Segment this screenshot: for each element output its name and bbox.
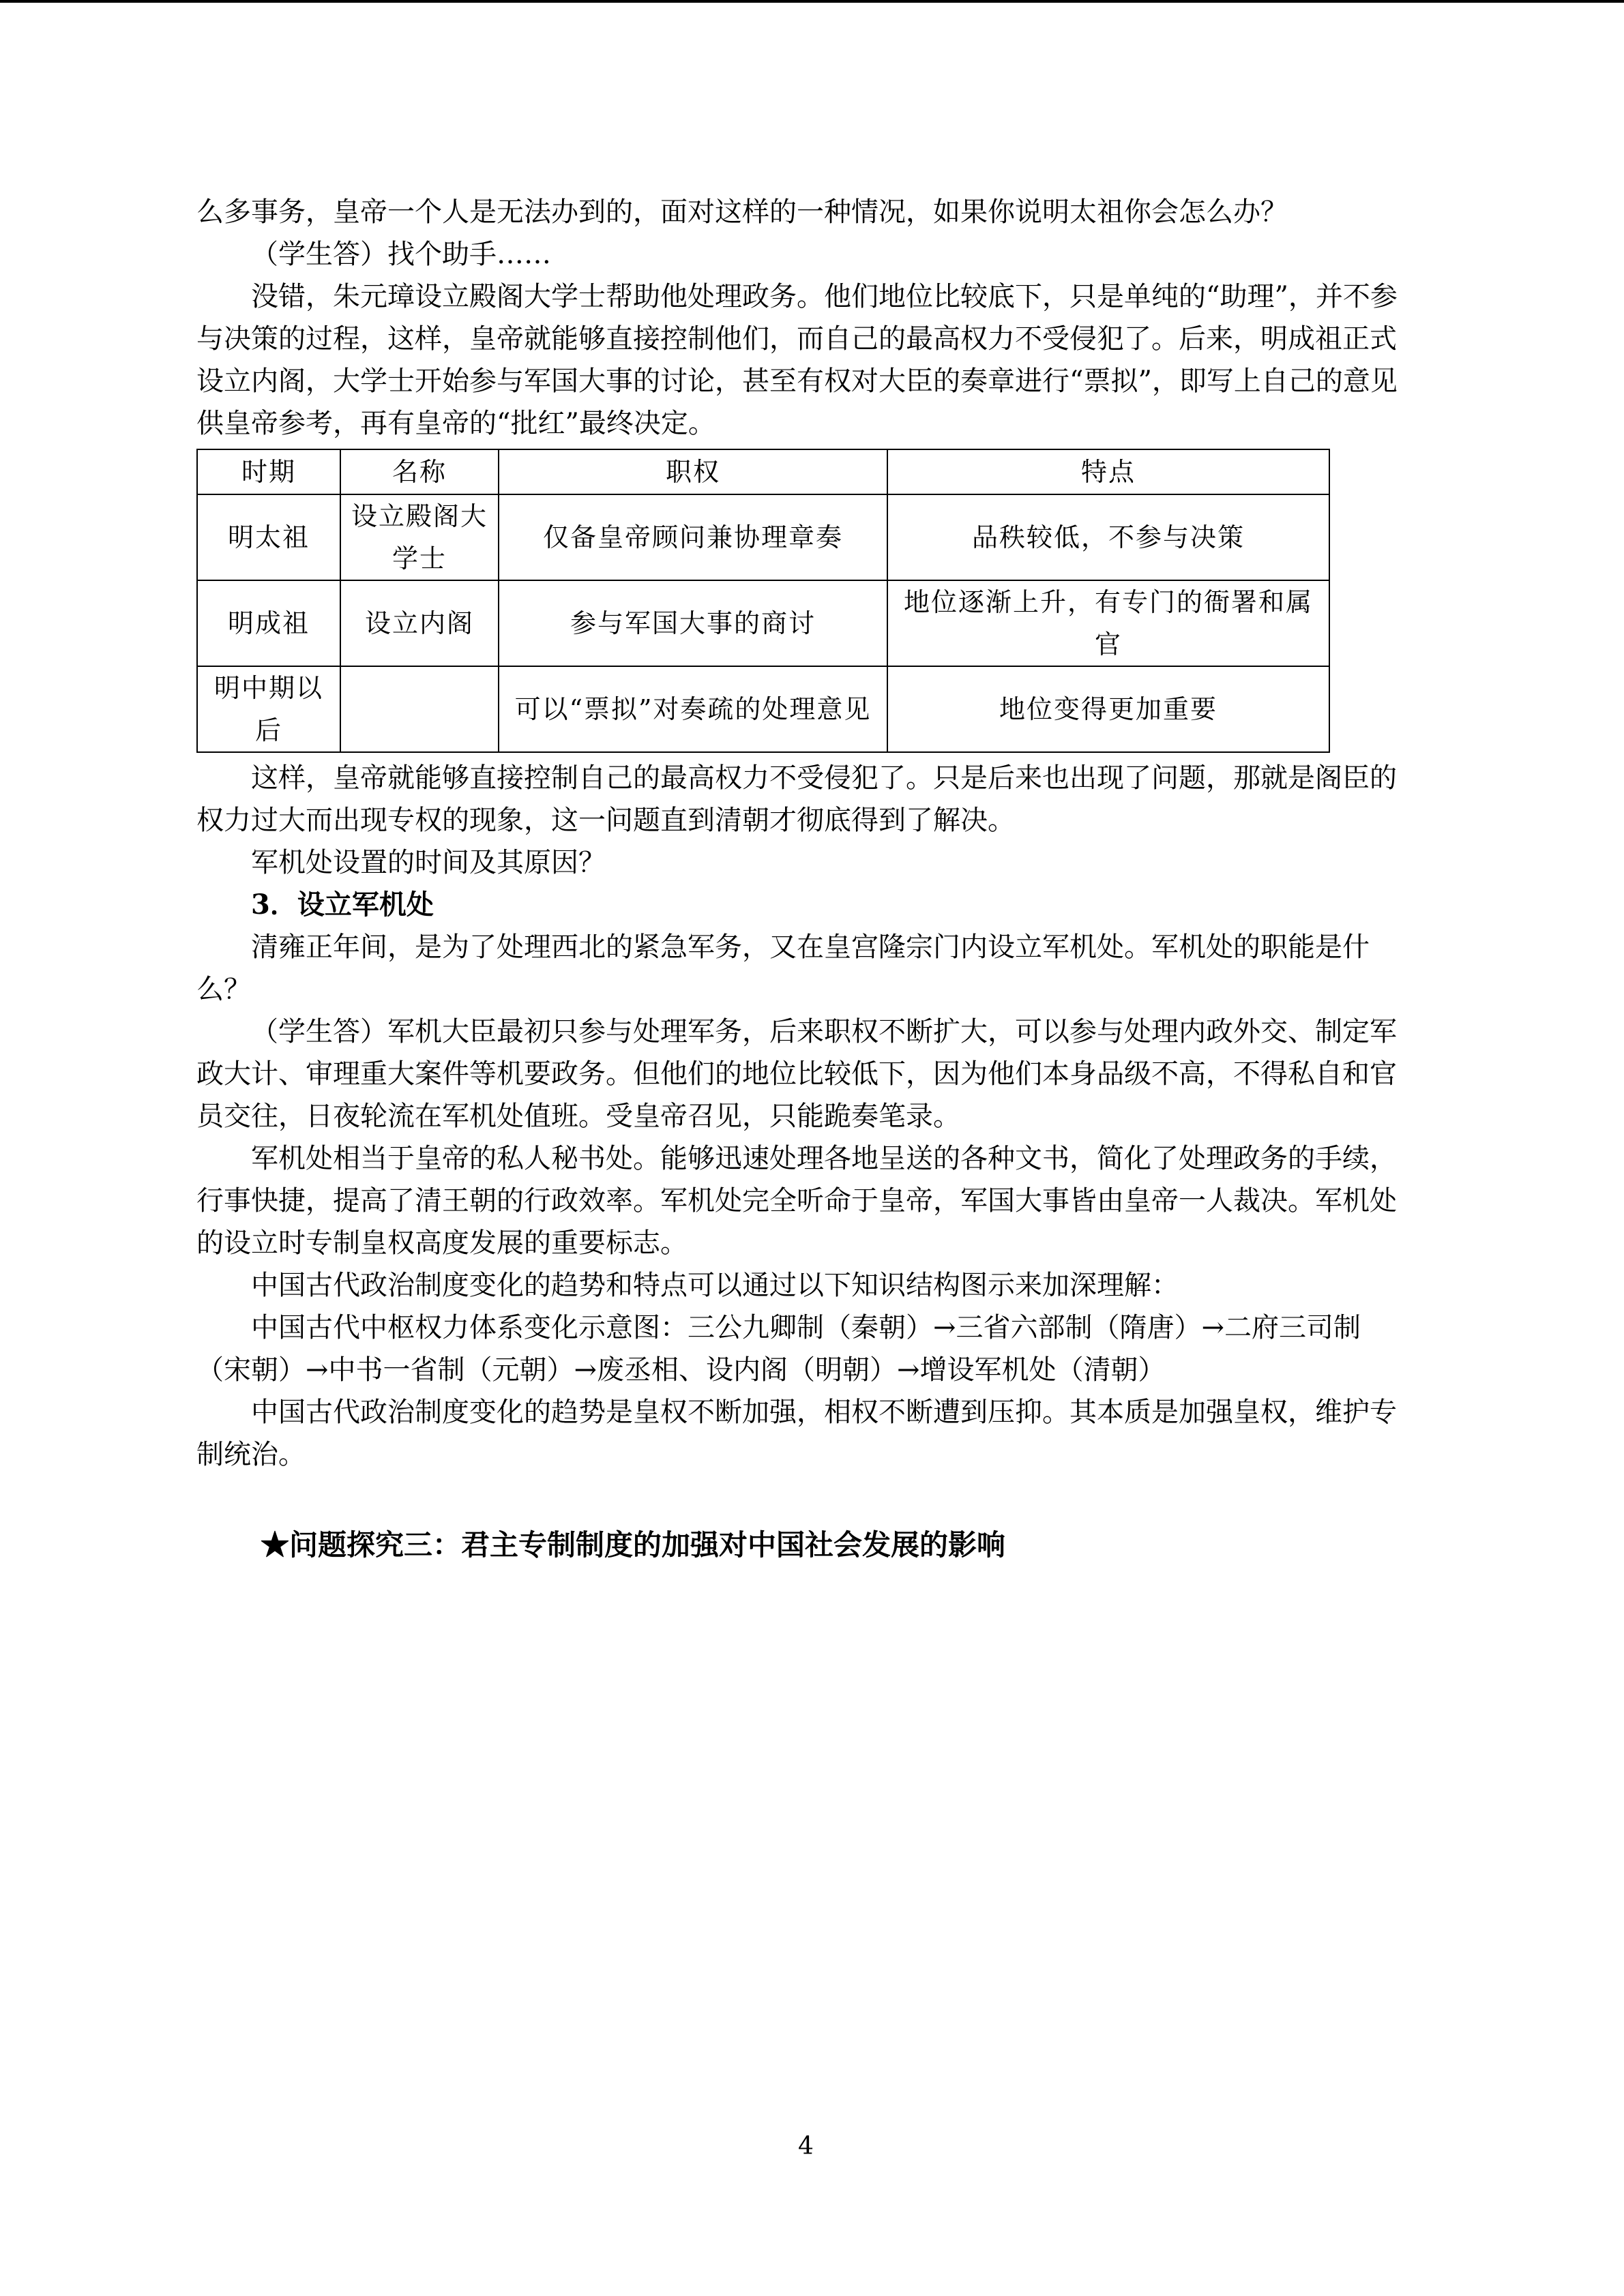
table-header-row [197, 449, 1329, 494]
page-number: 4 [798, 2132, 814, 2160]
table-row [197, 494, 1329, 580]
table-row [197, 666, 1329, 752]
header-period: 时期 [197, 449, 340, 494]
cell-name: 设立殿阁大学士 [340, 494, 499, 580]
paragraph-cabinet-problem: 这样，皇帝就能够直接控制自己的最高权力不受侵犯了。只是后来也出现了问题，那就是阁臣的权力过大而出现专权的现象，这一问题直到清朝才彻底得到了解决。 [196, 762, 1397, 836]
header-feature: 特点 [887, 449, 1329, 494]
cell-feature: 地位逐渐上升，有专门的衙署和属官 [887, 580, 1329, 666]
cell-authority: 可以“票拟”对奏疏的处理意见 [499, 666, 887, 752]
ming-cabinet-table [196, 449, 1330, 753]
document-body [196, 191, 1411, 1476]
paragraph-student-answer: （学生答）军机大臣最初只参与处理军务，后来职权不断扩大，可以参与处理内政外交、制定军政大计、审理重大案件等机要政务。但他们的地位比较低下，因为他们本身品级不高，不得私自和官员交往，日夜轮流在军机处值班。受皇帝召见，只能跪奏笔录。 [196, 1016, 1397, 1132]
paragraph-junjichu-role: 军机处相当于皇帝的私人秘书处。能够迅速处理各地呈送的各种文书，简化了处理政务的手续，行事快捷，提高了清王朝的行政效率。军机处完全听命于皇帝，军国大事皆由皇帝一人裁决。军机处的设立时专制皇权高度发展的重要标志。 [196, 1143, 1397, 1259]
cell-name [340, 666, 499, 752]
cell-period: 明中期以后 [197, 666, 340, 752]
paragraph-trend-summary: 中国古代政治制度变化的趋势是皇权不断加强，相权不断遭到压抑。其本质是加强皇权，维护专制统治。 [196, 1397, 1397, 1470]
paragraph-question: 军机处设置的时间及其原因？ [251, 847, 606, 878]
paragraph-junjichu-setup: 清雍正年间，是为了处理西北的紧急军务，又在皇宫隆宗门内设立军机处。军机处的职能是什么？ [196, 931, 1370, 1005]
header-name: 名称 [340, 449, 499, 494]
paragraph-power-evolution: 中国古代中枢权力体系变化示意图：三公九卿制（秦朝）→三省六部制（隋唐）→二府三司制（宋朝）→中书一省制（元朝）→废丞相、设内阁（明朝）→增设军机处（清朝） [196, 1312, 1361, 1386]
cell-authority: 仅备皇帝顾问兼协理章奏 [499, 494, 887, 580]
paragraph-continued: 么多事务，皇帝一个人是无法办到的，面对这样的一种情况，如果你说明太祖你会怎么办？ [196, 196, 1288, 228]
section-heading: 3．设立军机处 [251, 889, 434, 921]
cell-authority: 参与军国大事的商讨 [499, 580, 887, 666]
table-row [197, 580, 1329, 666]
cell-feature: 品秩较低，不参与决策 [887, 494, 1329, 580]
header-authority: 职权 [499, 449, 887, 494]
cell-period: 明太祖 [197, 494, 340, 580]
top-border [0, 0, 1624, 3]
paragraph-trend-intro: 中国古代政治制度变化的趋势和特点可以通过以下知识结构图示来加深理解： [251, 1270, 1179, 1301]
cell-name: 设立内阁 [340, 580, 499, 666]
cell-period: 明成祖 [197, 580, 340, 666]
cell-feature: 地位变得更加重要 [887, 666, 1329, 752]
paragraph-student-answer: （学生答）找个助手…… [251, 239, 551, 270]
paragraph-cabinet-intro: 没错，朱元璋设立殿阁大学士帮助他处理政务。他们地位比较底下，只是单纯的“助理”，并不参与决策的过程，这样，皇帝就能够直接控制他们，而自己的最高权力不受侵犯了。后来，明成祖正式设立内阁，大学士开始参与军国大事的讨论，甚至有权对大臣的奏章进行“票拟”，即写上自己的意见供皇帝参考，再有皇帝的“批红”最终决定。 [196, 281, 1398, 439]
explore-heading: ★问题探究三：君主专制制度的加强对中国社会发展的影响 [261, 1528, 1006, 1562]
